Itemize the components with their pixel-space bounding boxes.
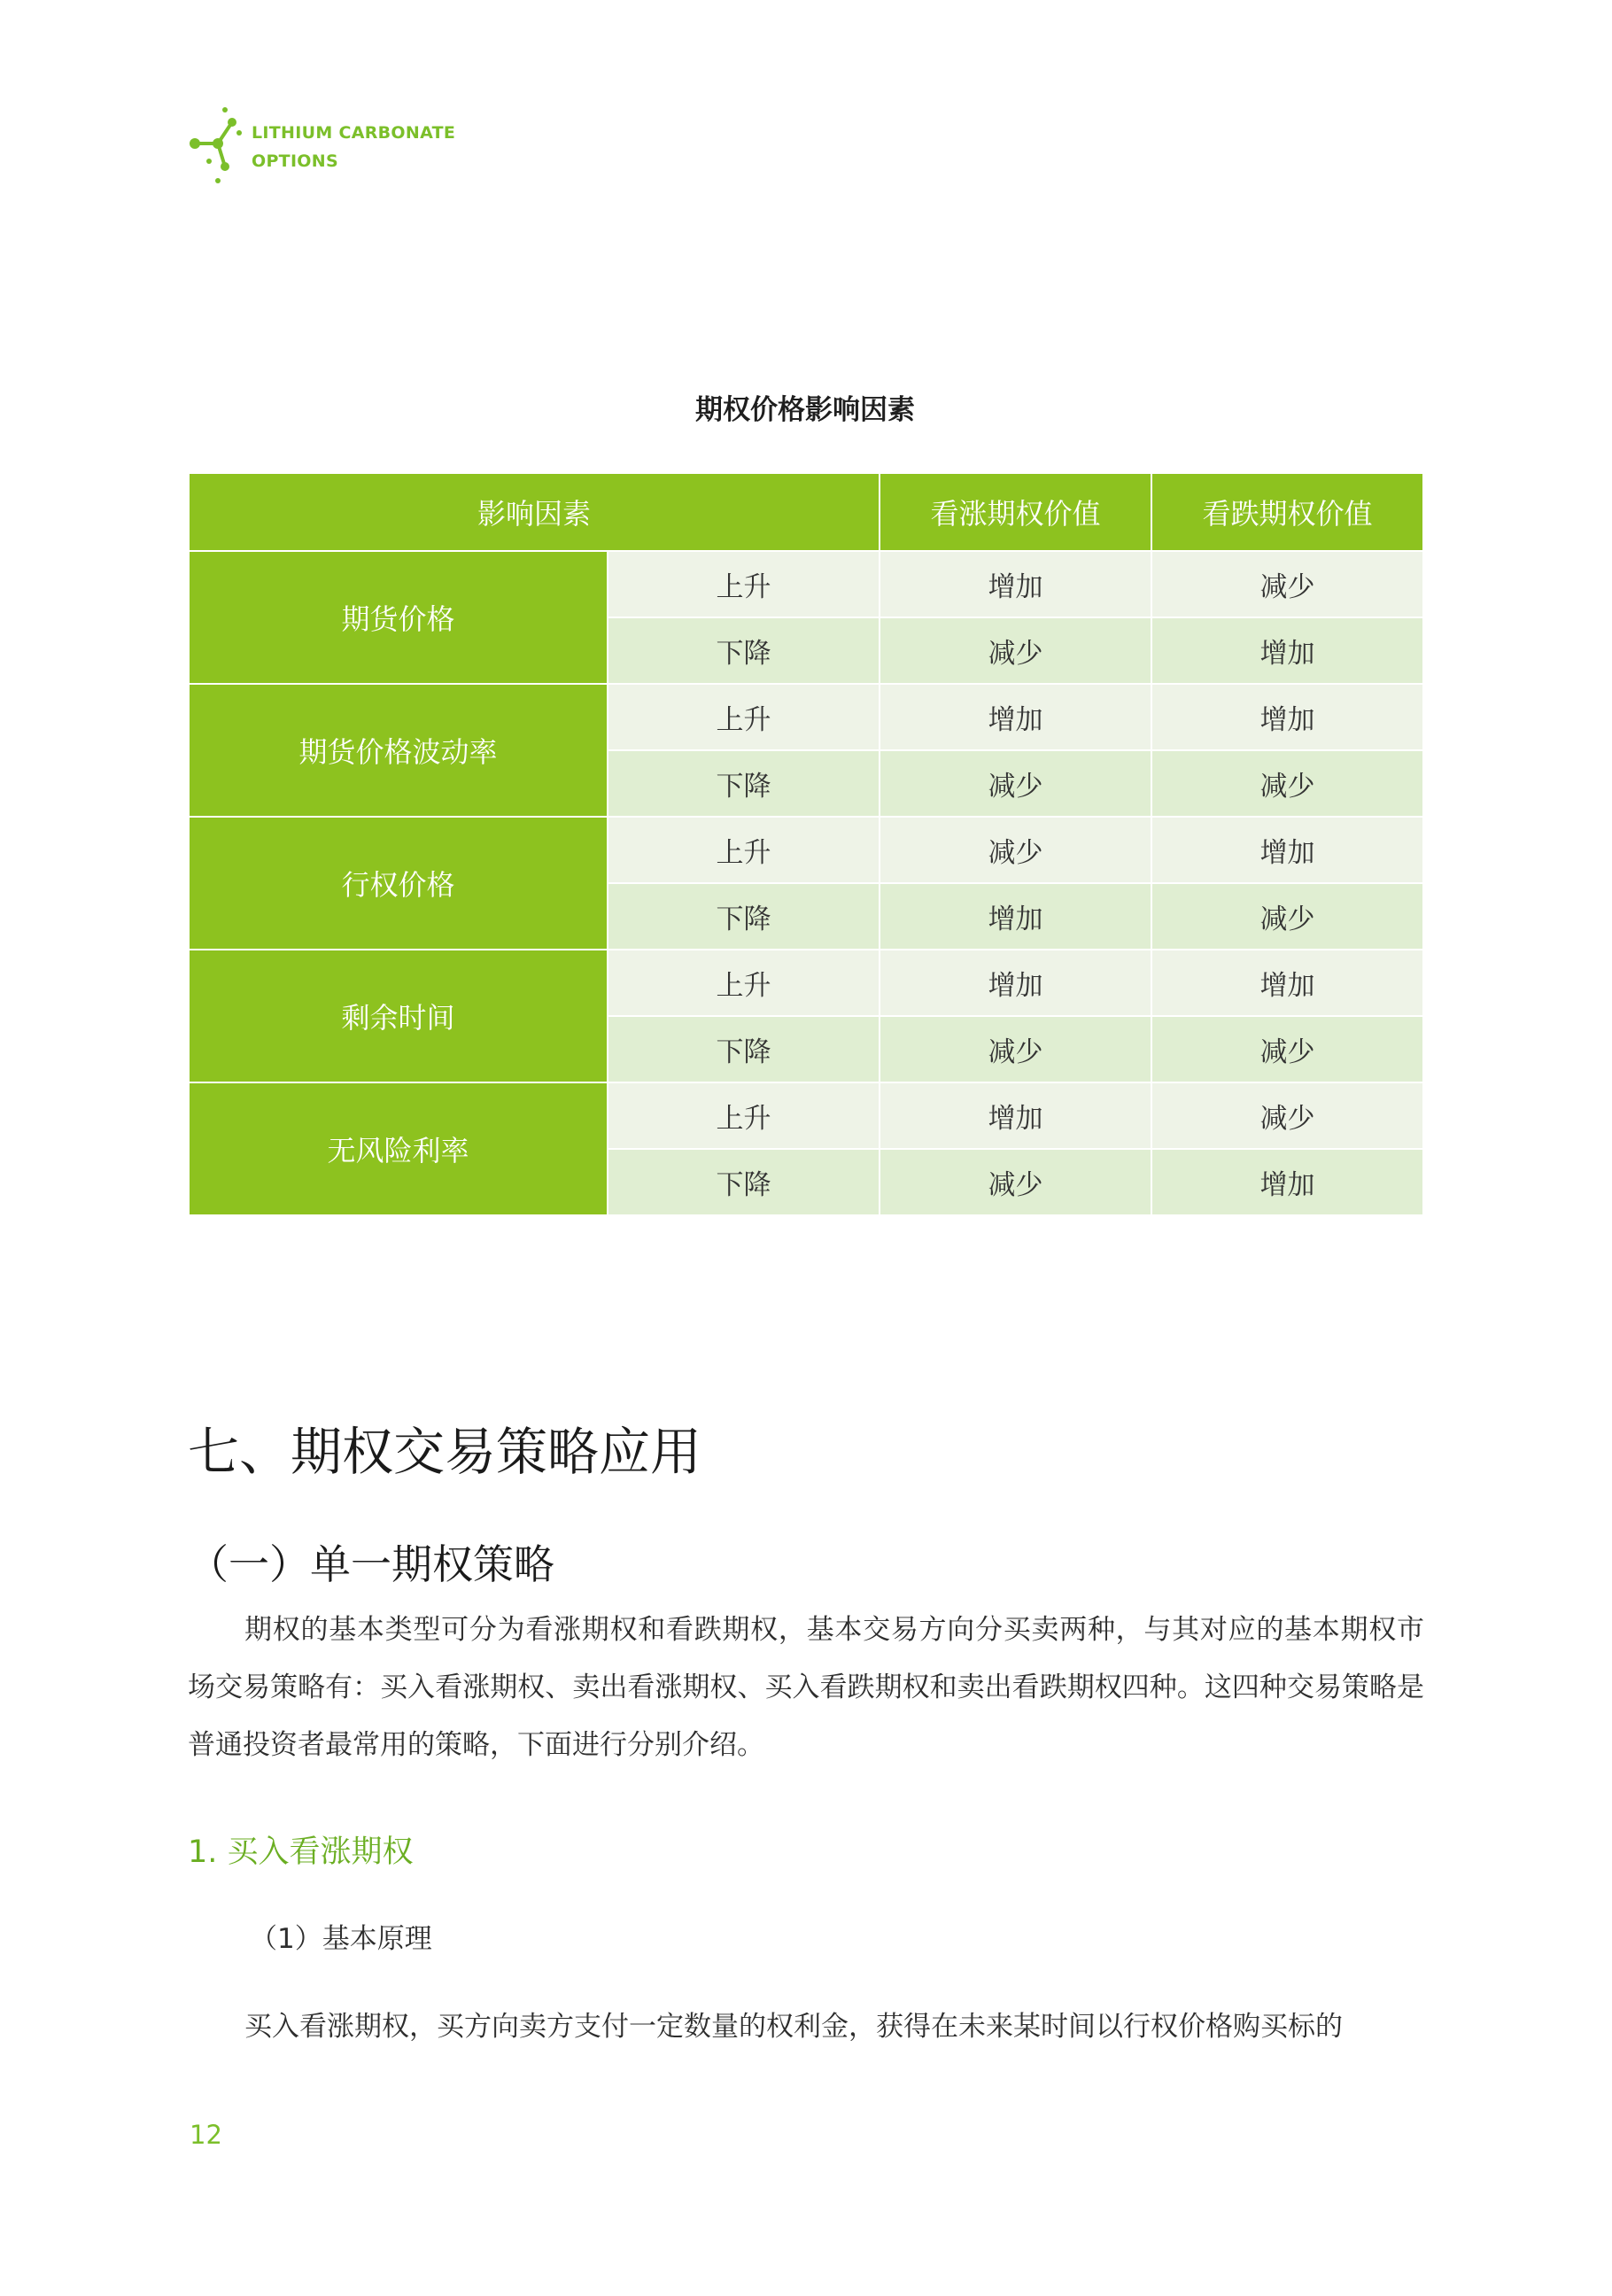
- put-cell: 增加: [1151, 950, 1423, 1016]
- intro-paragraph: 期权的基本类型可分为看涨期权和看跌期权，基本交易方向分买卖两种，与其对应的基本期权市场交易策略有：买入看涨期权、卖出看涨期权、买入看跌期权和卖出看跌期权四种。这四种交易策略是普通投资者最常用的策略，下面进行分别介绍。: [188, 1614, 1424, 1761]
- logo-line-2: OPTIONS: [252, 151, 338, 171]
- call-cell: 增加: [880, 950, 1151, 1016]
- table-row: [189, 817, 1423, 883]
- factor-cell: 行权价格: [189, 817, 608, 950]
- table-title: 期权价格影响因素: [695, 394, 915, 426]
- call-cell: 减少: [880, 750, 1151, 817]
- put-cell: 减少: [1151, 750, 1423, 817]
- call-cell: 增加: [880, 551, 1151, 617]
- table-row: [189, 1082, 1423, 1149]
- header-factor: 影响因素: [189, 473, 880, 551]
- put-cell: 增加: [1151, 617, 1423, 684]
- table-row: [189, 950, 1423, 1016]
- put-cell: 增加: [1151, 817, 1423, 883]
- brand-logo: [188, 105, 471, 193]
- change-cell: 下降: [608, 617, 880, 684]
- change-cell: 下降: [608, 750, 880, 817]
- item-heading: 1. 买入看涨期权: [188, 1834, 414, 1870]
- factor-cell: 无风险利率: [189, 1082, 608, 1215]
- header-put-value: 看跌期权价值: [1151, 473, 1423, 551]
- put-cell: 减少: [1151, 883, 1423, 950]
- call-cell: 减少: [880, 1016, 1151, 1082]
- header-call-value: 看涨期权价值: [880, 473, 1151, 551]
- body-paragraph: 买入看涨期权，买方向卖方支付一定数量的权利金，获得在未来某时间以行权价格购买标的: [244, 2011, 1343, 2043]
- call-cell: 减少: [880, 617, 1151, 684]
- change-cell: 下降: [608, 883, 880, 950]
- change-cell: 上升: [608, 684, 880, 750]
- change-cell: 上升: [608, 551, 880, 617]
- change-cell: 上升: [608, 817, 880, 883]
- factor-cell: 期货价格波动率: [189, 684, 608, 817]
- table-row: [189, 684, 1423, 750]
- put-cell: 减少: [1151, 551, 1423, 617]
- sub-item-heading: （1）基本原理: [250, 1923, 432, 1955]
- subsection-heading: （一）单一期权策略: [188, 1540, 554, 1588]
- put-cell: 减少: [1151, 1082, 1423, 1149]
- change-cell: 下降: [608, 1149, 880, 1215]
- section-heading: 七、期权交易策略应用: [188, 1422, 702, 1482]
- factor-cell: 剩余时间: [189, 950, 608, 1082]
- change-cell: 下降: [608, 1016, 880, 1082]
- call-cell: 增加: [880, 684, 1151, 750]
- logo-line-1: LITHIUM CARBONATE: [252, 123, 456, 143]
- call-cell: 减少: [880, 1149, 1151, 1215]
- change-cell: 上升: [608, 1082, 880, 1149]
- molecule-icon: [188, 105, 244, 184]
- factor-cell: 期货价格: [189, 551, 608, 684]
- call-cell: 减少: [880, 817, 1151, 883]
- put-cell: 增加: [1151, 684, 1423, 750]
- put-cell: 减少: [1151, 1016, 1423, 1082]
- option-price-factors-table: [188, 472, 1424, 1216]
- call-cell: 增加: [880, 1082, 1151, 1149]
- change-cell: 上升: [608, 950, 880, 1016]
- table-row: [189, 551, 1423, 617]
- call-cell: 增加: [880, 883, 1151, 950]
- table-header-row: [189, 473, 1423, 551]
- page-number: 12: [190, 2120, 222, 2150]
- put-cell: 增加: [1151, 1149, 1423, 1215]
- logo-text: [252, 119, 455, 175]
